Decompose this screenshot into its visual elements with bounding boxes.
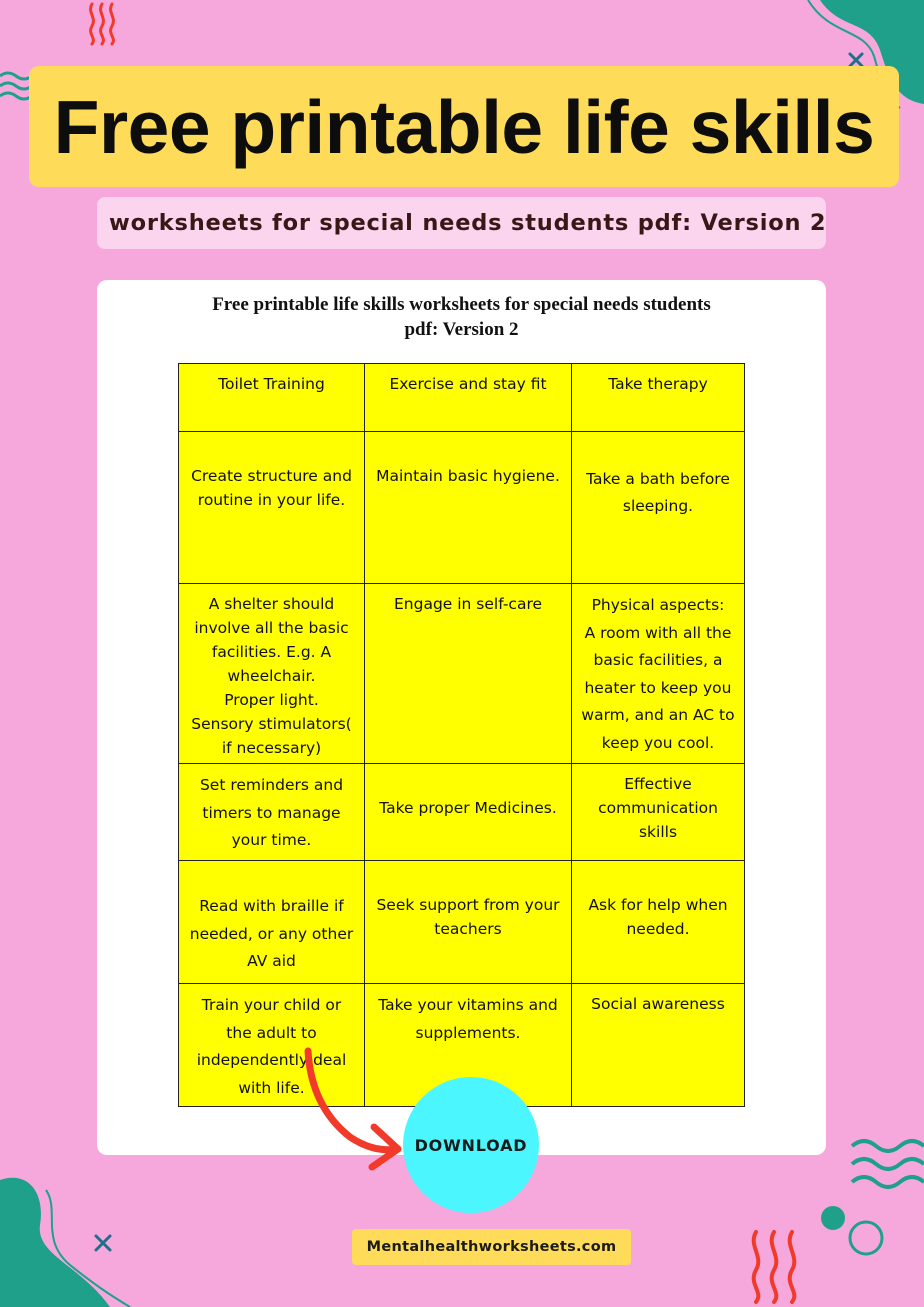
- worksheet-title-line-2: pdf: Version 2: [404, 319, 519, 340]
- table-cell: Physical aspects: A room with all the basic facilities, a heater to keep you warm, and an AC to keep you cool.: [572, 584, 745, 764]
- life-skills-table: [178, 363, 745, 1107]
- table-cell: Engage in self-care: [365, 584, 572, 764]
- table-cell: Exercise and stay fit: [365, 364, 572, 432]
- worksheet-title-line-1: Free printable life skills worksheets for special needs students: [212, 294, 711, 315]
- table-cell: Take your vitamins and supplements.: [365, 984, 572, 1107]
- table-cell: Take a bath before sleeping.: [572, 432, 745, 584]
- table-cell: Social awareness: [572, 984, 745, 1107]
- table-row: [179, 584, 745, 764]
- arrow-icon: [300, 1045, 410, 1175]
- table-cell: Seek support from your teachers: [365, 861, 572, 984]
- table-cell: Maintain basic hygiene.: [365, 432, 572, 584]
- table-cell: A shelter should involve all the basic facilities. E.g. A wheelchair. Proper light. Sensory stimulators( if necessary): [179, 584, 365, 764]
- worksheet-preview: [97, 280, 826, 1155]
- table-cell: Read with braille if needed, or any other AV aid: [179, 861, 365, 984]
- title-banner: [29, 66, 899, 187]
- waves-left-icon: [0, 70, 32, 106]
- table-cell: Create structure and routine in your life.: [179, 432, 365, 584]
- table-cell: Ask for help when needed.: [572, 861, 745, 984]
- download-button[interactable]: DOWNLOAD: [403, 1077, 539, 1213]
- squiggle-top-left-icon: [86, 2, 120, 46]
- table-cell: Toilet Training: [179, 364, 365, 432]
- subtitle-banner: [97, 197, 826, 249]
- page-title: Free printable life skills: [53, 84, 875, 169]
- footer-site-link[interactable]: Mentalhealthworksheets.com: [352, 1229, 631, 1265]
- circles-bottom-right-icon: [818, 1202, 888, 1260]
- worksheet-title: [97, 292, 826, 342]
- table-cell: Take therapy: [572, 364, 745, 432]
- table-row: [179, 861, 745, 984]
- table-cell: Train your child or the adult to independently deal with life.: [179, 984, 365, 1107]
- waves-right-icon: [850, 1136, 924, 1192]
- table-cell: Effective communication skills: [572, 764, 745, 861]
- table-cell: Set reminders and timers to manage your time.: [179, 764, 365, 861]
- squiggle-bottom-right-icon: [748, 1228, 804, 1304]
- table-row: [179, 364, 745, 432]
- table-cell: Take proper Medicines.: [365, 764, 572, 861]
- table-row: [179, 764, 745, 861]
- page-subtitle: worksheets for special needs students pdf: Version 2: [109, 210, 827, 236]
- x-mark-bottom-left-icon: [94, 1234, 112, 1252]
- table-row: [179, 432, 745, 584]
- blob-bottom-left-icon: [0, 1170, 150, 1307]
